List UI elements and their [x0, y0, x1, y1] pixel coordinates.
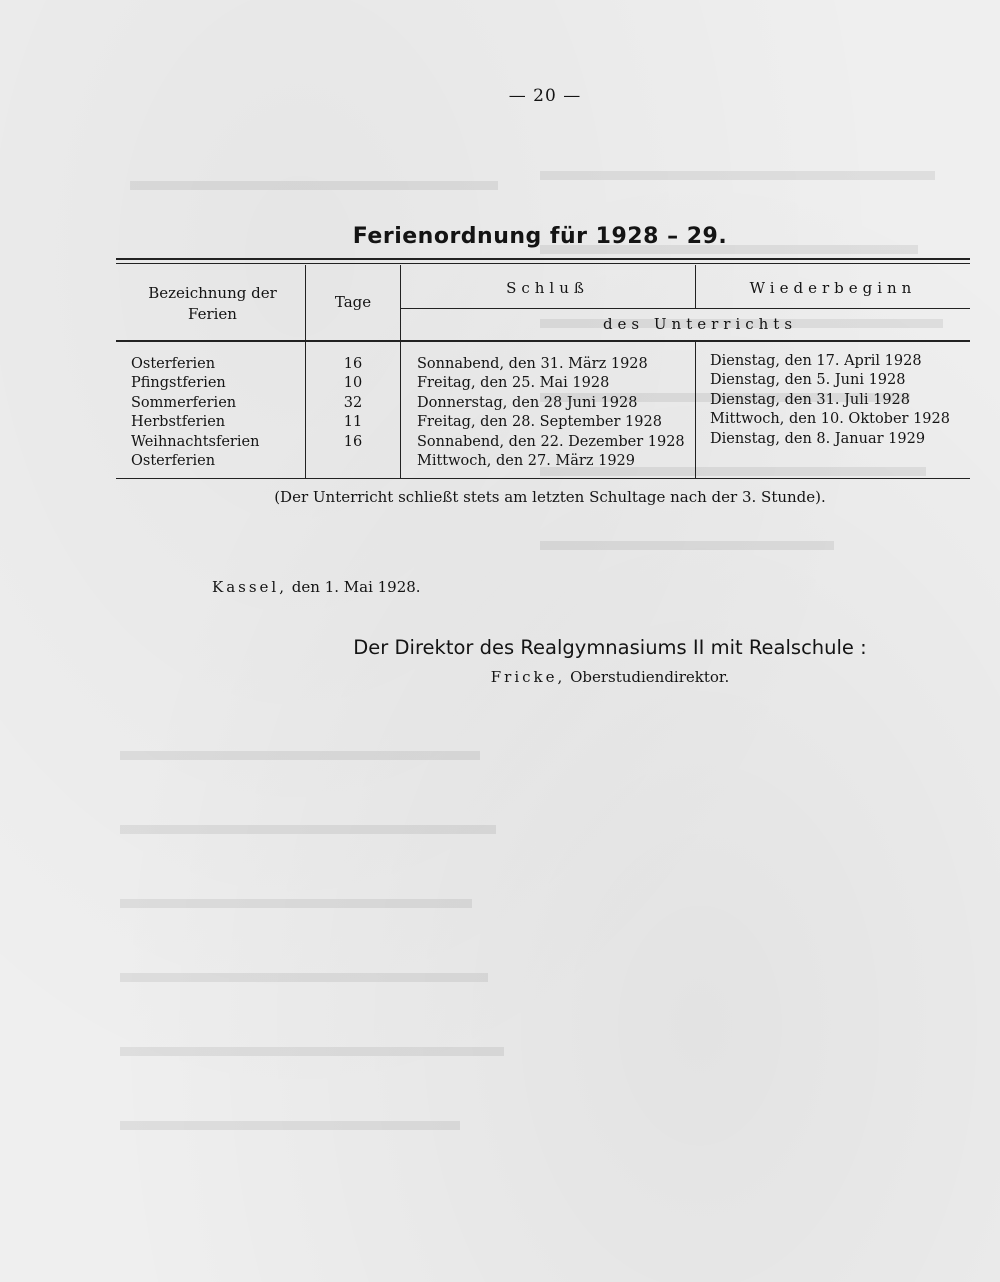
director-title: Der Direktor des Realgymnasiums II mit Realschule : — [353, 636, 867, 659]
column-names — [131, 355, 259, 471]
signature-role: Oberstudiendirektor. — [570, 668, 730, 686]
table-bottom-rule — [116, 478, 970, 479]
column-days — [306, 355, 400, 452]
cell-days: 16 — [343, 356, 363, 372]
signature — [440, 668, 780, 686]
table-col-divider-3-lower — [695, 342, 696, 478]
cell-days: 32 — [343, 394, 363, 411]
page-number: — 20 — — [508, 86, 582, 106]
signature-name: Fricke, — [490, 668, 566, 686]
header-days: Tage — [334, 293, 372, 311]
cell-name: Osterferien — [131, 356, 216, 372]
cell-close: Sonnabend, den 22. Dezember 1928 — [417, 433, 685, 450]
cell-close: Sonnabend, den 31. März 1928 — [417, 356, 648, 372]
cell-name: Sommerferien — [131, 394, 237, 411]
table-header-rule — [116, 340, 970, 342]
header-close: Schluß — [506, 279, 589, 297]
cell-restart: Dienstag, den 8. Januar 1929 — [710, 430, 926, 447]
column-restart — [710, 352, 950, 449]
cell-close: Mittwoch, den 27. März 1929 — [417, 453, 636, 470]
column-close — [417, 355, 685, 471]
header-name-line1: Bezeichnung der — [148, 284, 277, 302]
cell-close: Freitag, den 28. September 1928 — [417, 414, 662, 431]
place-name: Kassel, — [212, 578, 287, 596]
cell-name: Weihnachtsferien — [131, 433, 260, 450]
place-date — [212, 578, 421, 596]
table-top-rule — [116, 258, 970, 260]
header-subheader: des Unterrichts — [602, 315, 798, 333]
cell-restart: Dienstag, den 31. Juli 1928 — [710, 391, 911, 408]
table-top-rule-thin — [116, 263, 970, 264]
table-subheader-rule — [400, 308, 970, 309]
header-name — [120, 283, 305, 325]
cell-name: Osterferien — [131, 453, 216, 470]
reverse-side-bleed-right — [540, 120, 960, 1120]
cell-days: 10 — [343, 375, 363, 392]
cell-close: Donnerstag, den 28 Juni 1928 — [417, 394, 638, 411]
cell-restart: Mittwoch, den 10. Oktober 1928 — [710, 411, 950, 428]
cell-days: 16 — [343, 433, 363, 450]
document-title: Ferienordnung für 1928 – 29. — [352, 224, 728, 249]
cell-restart: Dienstag, den 17. April 1928 — [710, 353, 922, 369]
reverse-side-bleed-left — [120, 700, 520, 1180]
header-restart: Wiederbeginn — [749, 279, 917, 297]
note-text: (Der Unterricht schließt stets am letzten Schultage nach der 3. Stunde). — [274, 488, 826, 506]
header-name-line2: Ferien — [188, 305, 237, 323]
cell-name: Pfingstferien — [131, 375, 226, 392]
cell-name: Herbstferien — [131, 414, 226, 431]
cell-restart: Dienstag, den 5. Juni 1928 — [710, 372, 906, 389]
cell-days: 11 — [343, 414, 363, 431]
cell-close: Freitag, den 25. Mai 1928 — [417, 375, 610, 392]
date-text: den 1. Mai 1928. — [291, 578, 421, 596]
